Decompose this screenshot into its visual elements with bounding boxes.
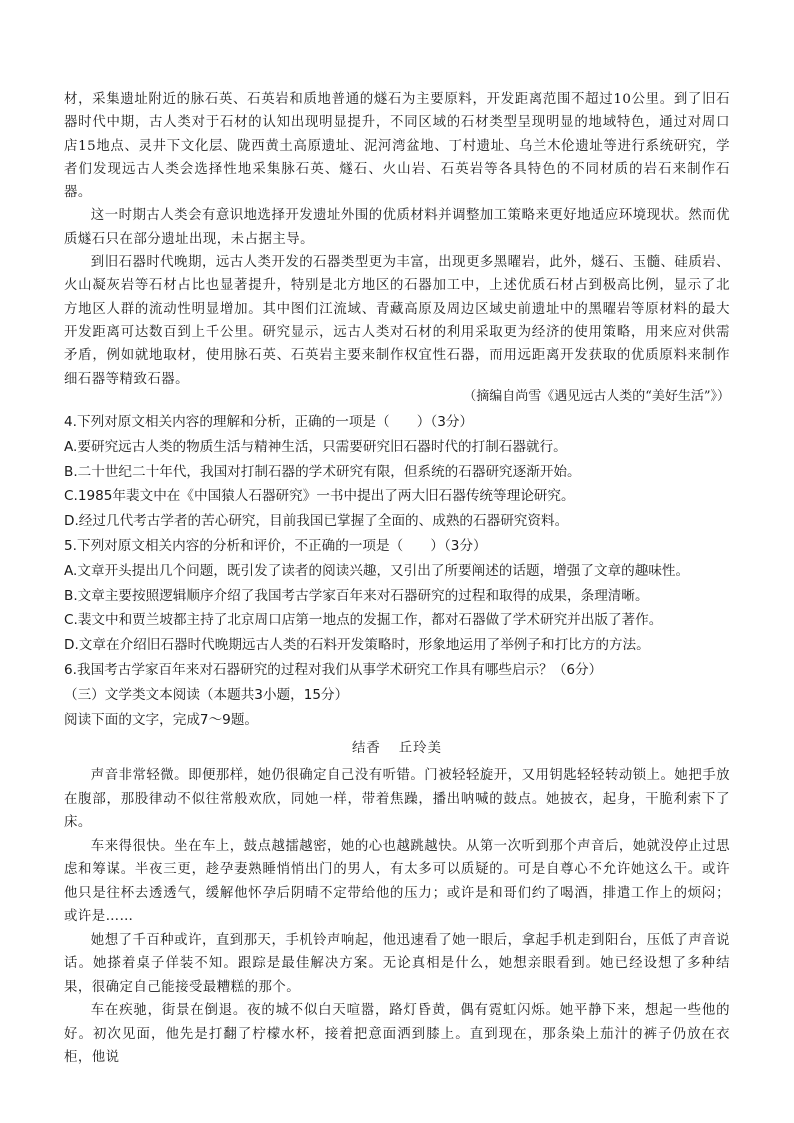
story-paragraph: 她想了千百种或许，直到那天，手机铃声响起，他迅速看了她一眼后，拿起手机走到阳台，压低了声音说话。她搽着桌子佯装不知。跟踪是最佳解决方案。无论真相是什么，她想亲眼看到。她已经设想了多种结果，很确定自己能接受最糟糕的那个。 (64, 932, 730, 995)
question-list (64, 410, 730, 732)
question-5-option-a: A.文章开头提出几个问题，既引发了读者的阅读兴趣，又引出了所要阐述的话题，增强了文章的趣味性。 (64, 562, 690, 579)
passage-paragraph: 材，采集遗址附近的脉石英、石英岩和质地普通的燧石为主要原料，开发距离范围不超过10公里。到了旧石器时代中期，古人类对于石材的认知出现明显提升，不同区域的石材类型呈现明显的地域特色，通过对周口店15地点、灵井下文化层、陇西黄土高原遗址、泥河湾盆地、丁村遗址、乌兰木伦遗址等进行系统研究，学者们发现远古人类会选择性地采集脉石英、燧石、火山岩、石英岩等各具特色的不同材质的岩石来制作石器。 (64, 92, 730, 201)
question-4-option-b: B.二十世纪二十年代，我国对打制石器的学术研究有限，但系统的石器研究逐渐开始。 (64, 463, 581, 480)
passage-continuation (64, 88, 730, 391)
question-5-stem: 5.下列对原文相关内容的分析和评价，不正确的一项是（ ）（3分） (64, 537, 487, 554)
question-4-stem: 4.下列对原文相关内容的理解和分析，正确的一项是（ ）（3分） (64, 414, 474, 430)
story-title-text: 结香 (352, 741, 381, 756)
section-heading: （三）文学类文本阅读（本题共3小题，15分） (64, 686, 349, 703)
question-5-option-b: B.文章主要按照逻辑顺序介绍了我国考古学家百年来对石器研究的过程和取得的成果，条理清晰。 (64, 587, 649, 604)
reading-instruction: 阅读下面的文字，完成7～9题。 (64, 711, 259, 728)
question-5-option-d: D.文章在介绍旧石器时代晚期远古人类的石料开发策略时，形象地运用了举例子和打比方的方法。 (64, 637, 650, 654)
question-4-option-d: D.经过几代考古学者的苦心研究，目前我国已掌握了全面的、成熟的石器研究资料。 (64, 513, 569, 530)
question-4-option-c: C.1985年裴文中在《中国猿人石器研究》一书中提出了两大旧石器传统等理论研究。 (64, 488, 575, 505)
passage-source: （摘编自尚雪《遇见远古人类的“美好生活”》） (463, 389, 730, 404)
question-5-option-c: C.裴文中和贾兰坡都主持了北京周口店第一地点的发掘工作，都对石器做了学术研究并出版了著作。 (64, 612, 663, 629)
story-title (64, 737, 730, 756)
story-paragraph: 声音非常轻微。即便那样，她仍很确定自己没有听错。门被轻轻旋开，又用钥匙轻轻转动锁上。她把手放在腹部，那股律动不似往常般欢欣，同她一样，带着焦躁，播出呐喊的鼓点。她披衣，起身，干脆利索下了床。 (64, 768, 730, 830)
question-6-stem: 6.我国考古学家百年来对石器研究的过程对我们从事学术研究工作具有哪些启示？（6分） (64, 661, 603, 678)
question-4-option-a: A.要研究远古人类的物质生活与精神生活，只需要研究旧石器时代的打制石器就行。 (64, 438, 567, 455)
passage-paragraph: 到旧石器时代晚期，远古人类开发的石器类型更为丰富，出现更多黑曜岩，此外，燧石、玉髓、硅质岩、火山凝灰岩等石材占比也显著提升，特别是北方地区的石器加工中，上述优质石材占到极高比例，显示了北方地区人群的流动性明显增加。其中图们江流域、青藏高原及周边区域史前遗址中的黑曜岩等原材料的最大开发距离可达数百到上千公里。研究显示，远古人类对石材的利用采取更为经济的使用策略，用来应对供需矛盾，例如就地取材，使用脉石英、石英岩主要来制作权宜性石器，而用远距离开发获取的优质原料来制作细石器等精致石器。 (64, 255, 730, 387)
passage-paragraph: 这一时期古人类会有意识地选择开发遗址外围的优质材料并调整加工策略来更好地适应环境现状。然而优质燧石只在部分遗址出现，未占据主导。 (64, 208, 730, 247)
story-paragraph: 车来得很快。坐在车上，鼓点越擂越密，她的心也越跳越快。从第一次听到那个声音后，她就没停止过思虑和筹谋。半夜三更，趁孕妻熟睡悄悄出门的男人，有太多可以质疑的。可是自尊心不允许她这么干。或许他只是往杯去透透气，缓解他怀孕后阴晴不定带给他的压力；或许是和哥们约了喝酒，排遣工作上的烦闷；或许是…… (64, 838, 730, 924)
story-body (64, 764, 730, 1070)
story-paragraph: 车在疾驰，街景在倒退。夜的城不似白天喧嚣，路灯昏黄，偶有霓虹闪烁。她平静下来，想起一些他的好。初次见面，他先是打翻了柠檬水杯，接着把意面洒到膝上。直到现在，那条染上茄汁的裤子仍放在衣柜，他说 (64, 1003, 730, 1065)
story-author: 丘玲美 (398, 741, 442, 756)
